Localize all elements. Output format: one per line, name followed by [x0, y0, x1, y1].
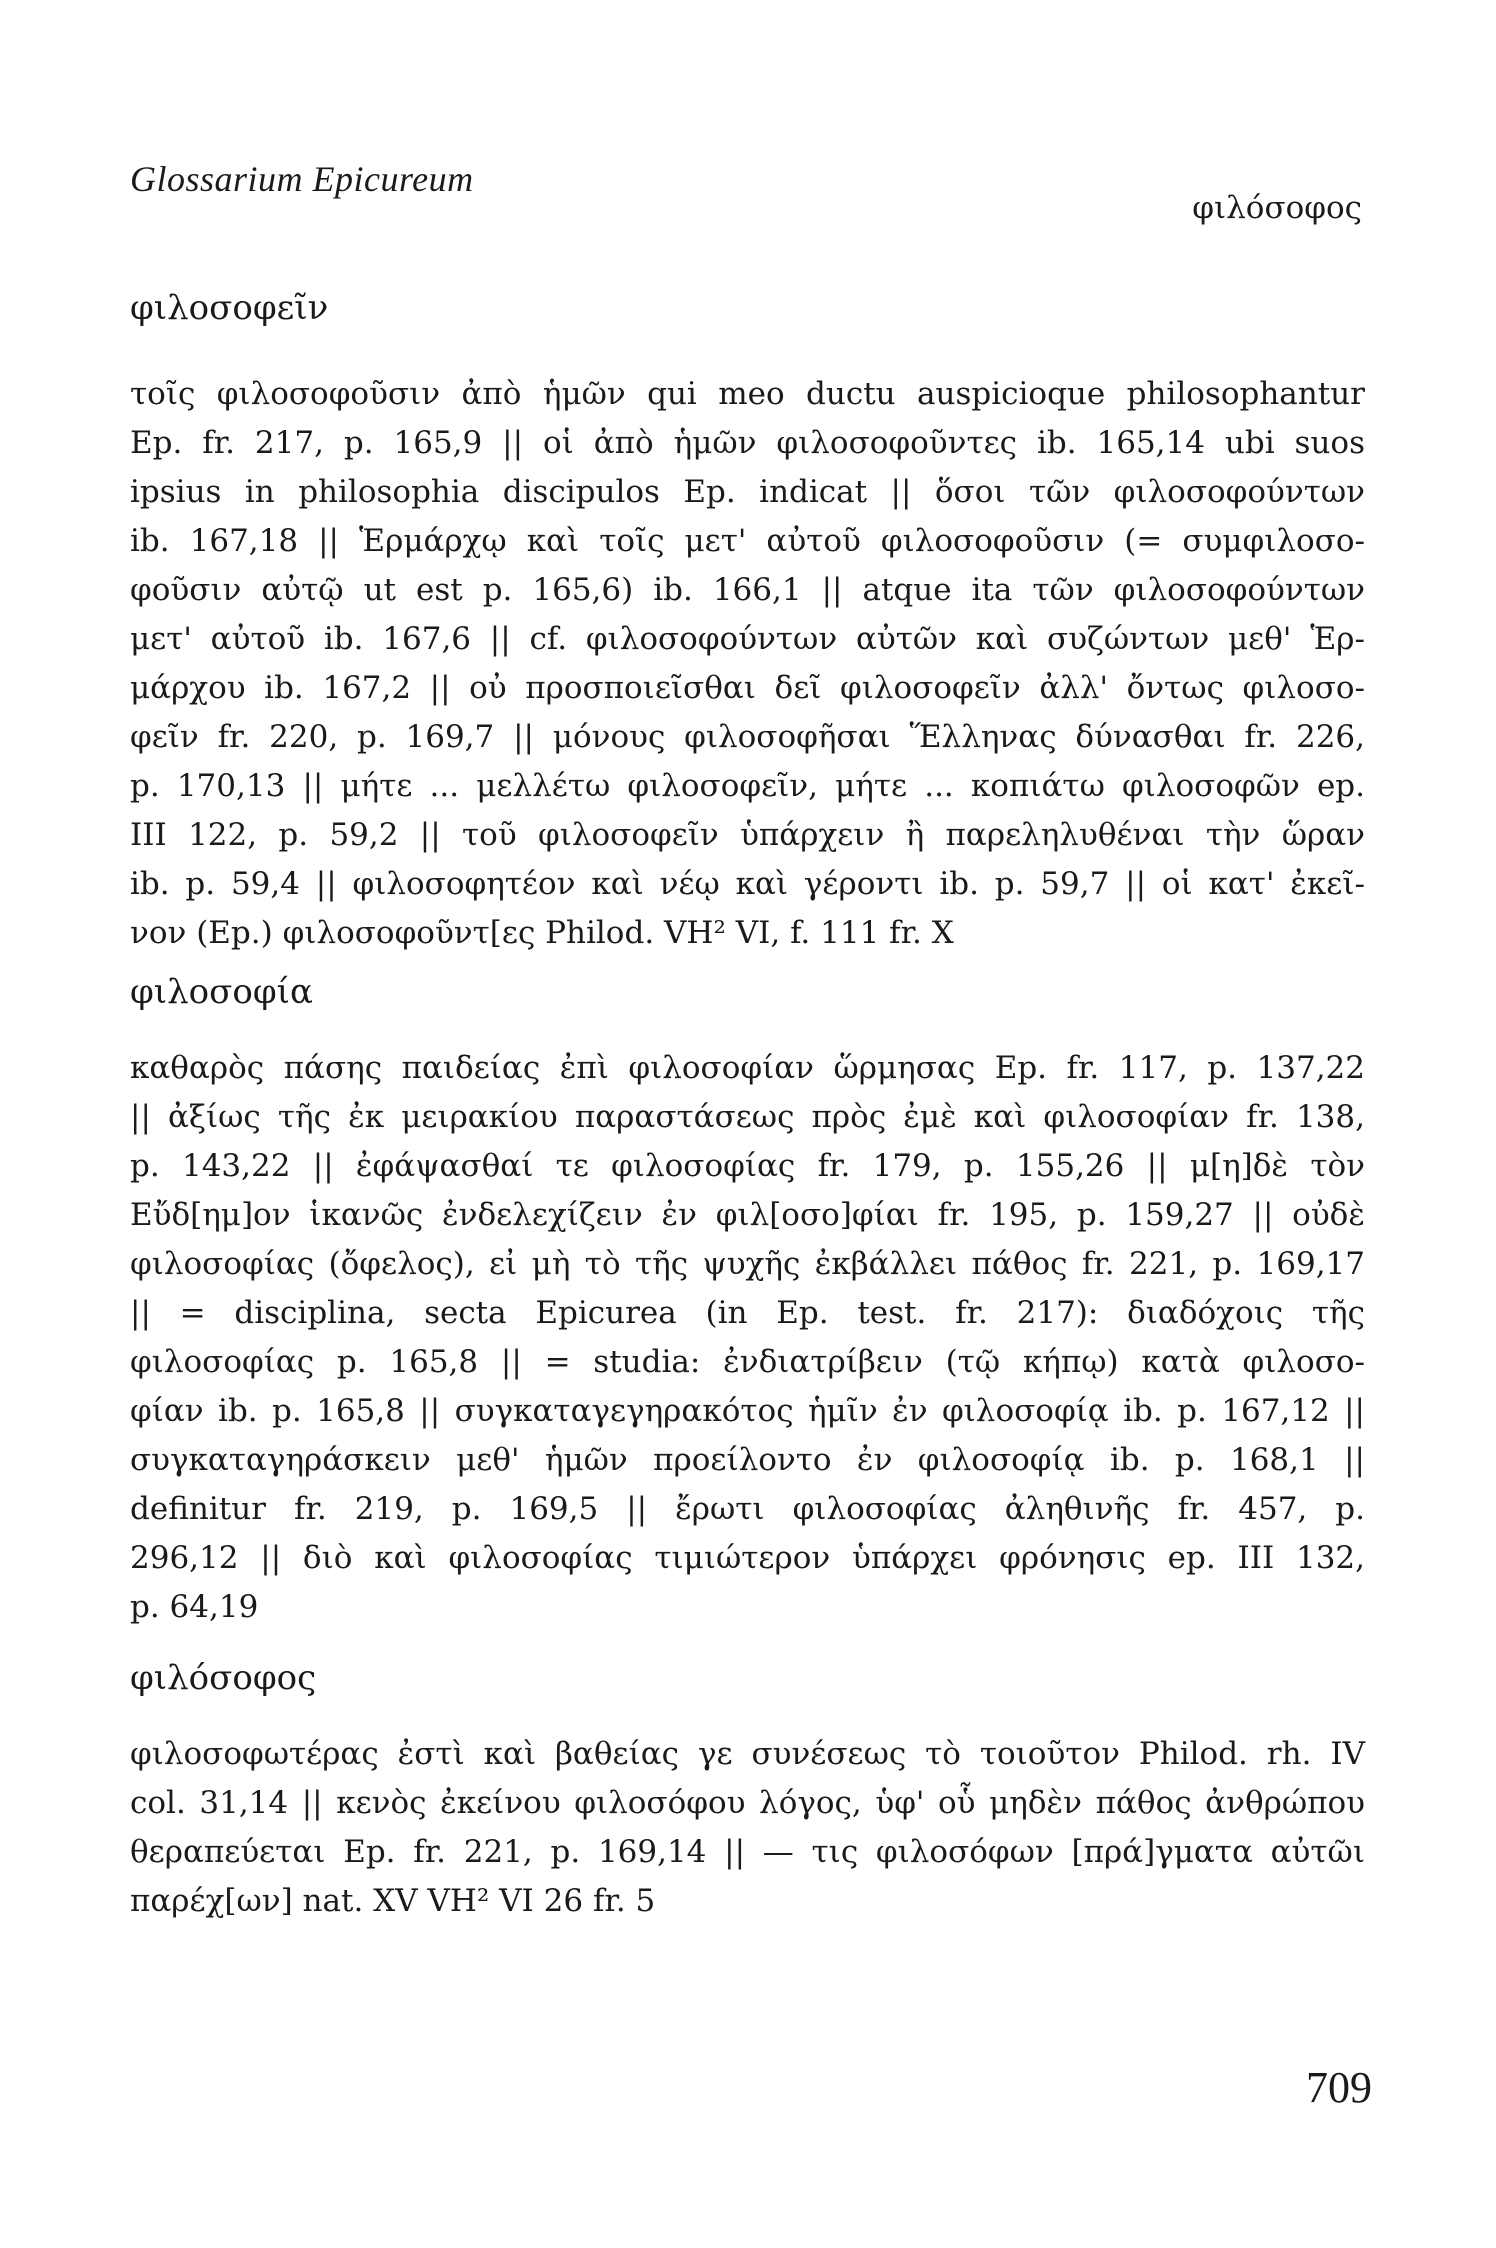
text-line: φεῖν fr. 220, p. 169,7 || μόνους φιλοσοφῆσαι Ἕλληνας δύνασθαι fr. 226, — [130, 719, 1365, 755]
text-line: 296,12 || διὸ καὶ φιλοσοφίας τιμιώτερον ὑπάρχει φρόνησις ep. III 132, — [130, 1540, 1365, 1576]
text-line: τοῖς φιλοσοφοῦσιν ἀπὸ ἡμῶν qui meo ductu auspicioque philosophantur — [130, 376, 1365, 412]
running-title: Glossarium Epicureum — [130, 159, 474, 199]
running-headword: φιλόσοφος — [1192, 190, 1362, 226]
text-line: p. 64,19 — [130, 1589, 259, 1625]
text-line: μάρχου ib. 167,2 || οὐ προσποιεῖσθαι δεῖ φιλοσοφεῖν ἀλλ' ὄντως φιλοσο- — [130, 670, 1365, 706]
text-line: Ep. fr. 217, p. 165,9 || οἱ ἀπὸ ἡμῶν φιλοσοφοῦντες ib. 165,14 ubi suos — [130, 425, 1365, 461]
running-header — [130, 158, 1362, 226]
glossary-entry — [130, 288, 1365, 958]
text-line: φιλοσοφίας (ὄφελος), εἰ μὴ τὸ τῆς ψυχῆς ἐκβάλλει πάθος fr. 221, p. 169,17 — [130, 1246, 1365, 1282]
text-line: παρέχ[ων] nat. XV VH² VI 26 fr. 5 — [130, 1883, 656, 1919]
entry-body — [130, 1730, 1365, 1926]
page-number: 709 — [1306, 2063, 1372, 2112]
text-line: συγκαταγηράσκειν μεθ' ἡμῶν προείλοντο ἐν φιλοσοφίᾳ ib. p. 168,1 || — [130, 1442, 1365, 1478]
entry-body — [130, 1044, 1365, 1632]
text-line: III 122, p. 59,2 || τοῦ φιλοσοφεῖν ὑπάρχειν ἢ παρεληλυθέναι τὴν ὥραν — [130, 817, 1365, 853]
text-line: καθαρὸς πάσης παιδείας ἐπὶ φιλοσοφίαν ὥρμησας Ep. fr. 117, p. 137,22 — [130, 1050, 1365, 1086]
text-line: φιλοσοφίας p. 165,8 || = studia: ἐνδιατρίβειν (τῷ κήπῳ) κατὰ φιλοσο- — [130, 1344, 1365, 1380]
text-line: p. 143,22 || ἐφάψασθαί τε φιλοσοφίας fr. 179, p. 155,26 || μ[η]δὲ τὸν — [130, 1148, 1365, 1184]
text-line: || ἀξίως τῆς ἐκ μειρακίου παραστάσεως πρὸς ἐμὲ καὶ φιλοσοφίαν fr. 138, — [130, 1099, 1365, 1135]
glossary-entry — [130, 1658, 1365, 1926]
text-line: νον (Ep.) φιλοσοφοῦντ[ες Philod. VH² VI, f. 111 fr. X — [130, 915, 954, 951]
entry-body — [130, 370, 1365, 958]
text-line: φίαν ib. p. 165,8 || συγκαταγεγηρακότος ἡμῖν ἐν φιλοσοφίᾳ ib. p. 167,12 || — [130, 1393, 1365, 1429]
text-line: φιλοσοφωτέρας ἐστὶ καὶ βαθείας γε συνέσεως τὸ τοιοῦτον Philod. rh. IV — [130, 1736, 1365, 1772]
text-line: θεραπεύεται Ep. fr. 221, p. 169,14 || — τις φιλοσόφων [πρά]γματα αὐτῶι — [130, 1834, 1365, 1870]
text-line: ipsius in philosophia discipulos Ep. indicat || ὅσοι τῶν φιλοσοφούντων — [130, 474, 1365, 510]
glossary-entry — [130, 972, 1365, 1632]
entry-headword: φιλόσοφος — [130, 1658, 317, 1698]
text-line: definitur fr. 219, p. 169,5 || ἔρωτι φιλοσοφίας ἀληθινῆς fr. 457, p. — [130, 1491, 1365, 1527]
text-line: ib. p. 59,4 || φιλοσοφητέον καὶ νέῳ καὶ γέροντι ib. p. 59,7 || οἱ κατ' ἐκεῖ- — [130, 866, 1365, 902]
text-line: φοῦσιν αὐτῷ ut est p. 165,6) ib. 166,1 || atque ita τῶν φιλοσοφούντων — [130, 572, 1365, 608]
entry-headword: φιλοσοφεῖν — [130, 288, 329, 328]
text-line: μετ' αὐτοῦ ib. 167,6 || cf. φιλοσοφούντων αὐτῶν καὶ συζώντων μεθ' Ἑρ- — [130, 621, 1365, 657]
text-line: Εὔδ[ημ]ον ἱκανῶς ἐνδελεχίζειν ἐν φιλ[οσο]φίαι fr. 195, p. 159,27 || οὐδὲ — [130, 1197, 1365, 1233]
text-line: col. 31,14 || κενὸς ἐκείνου φιλοσόφου λόγος, ὑφ' οὗ μηδὲν πάθος ἀνθρώπου — [130, 1785, 1365, 1821]
text-line: p. 170,13 || μήτε ... μελλέτω φιλοσοφεῖν, μήτε ... κοπιάτω φιλοσοφῶν ep. — [130, 768, 1365, 804]
text-line: || = disciplina, secta Epicurea (in Ep. test. fr. 217): διαδόχοις τῆς — [130, 1295, 1365, 1331]
text-line: ib. 167,18 || Ἑρμάρχῳ καὶ τοῖς μετ' αὐτοῦ φιλοσοφοῦσιν (= συμφιλοσο- — [130, 523, 1365, 559]
entry-headword: φιλοσοφία — [130, 972, 313, 1012]
